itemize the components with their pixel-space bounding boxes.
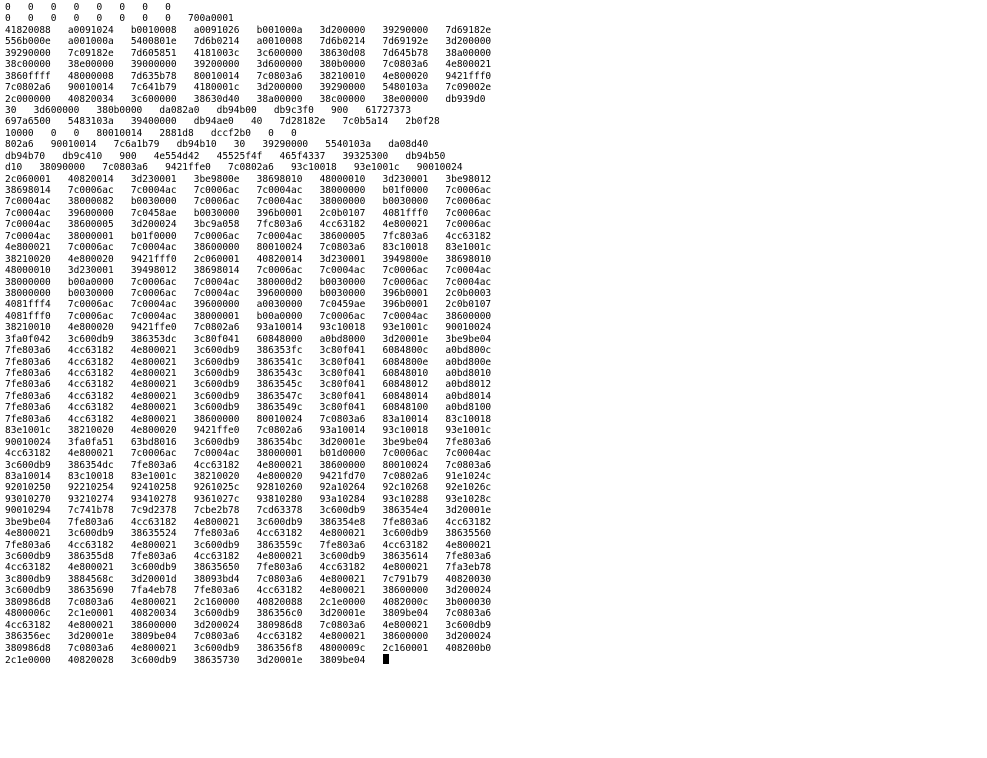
terminal-line — [5, 185, 987, 196]
terminal-line — [5, 517, 987, 528]
terminal-line — [5, 254, 987, 265]
terminal-line — [5, 391, 987, 402]
terminal-line-text: 3c600db9 38635690 7fa4eb78 7fe803a6 4cc63182 4e800021 38600000 3d200024 — [5, 585, 492, 597]
terminal-line — [5, 528, 987, 539]
terminal-line-text: 38210020 4e800020 9421fff0 2c060001 40820014 3d230001 3949800e 38698010 — [5, 253, 492, 265]
terminal-line-text: 3c600db9 386355d8 7fe803a6 4cc63182 4e800021 3c600db9 38635614 7fe803a6 — [5, 551, 492, 562]
terminal-line — [5, 322, 987, 333]
terminal-line-text: 0 0 0 0 0 0 0 0 — [5, 2, 171, 13]
terminal-line-text: 38000000 b00a0000 7c0006ac 7c0004ac 380000d2 b0030000 7c0006ac 7c0004ac — [5, 276, 492, 288]
terminal-line — [5, 357, 987, 368]
terminal-line — [5, 494, 987, 505]
terminal-line — [5, 265, 987, 276]
terminal-line — [5, 608, 987, 619]
terminal-line — [5, 242, 987, 253]
terminal-line — [5, 139, 987, 150]
terminal-line-text: 7c0004ac 38000082 b0030000 7c0006ac 7c0004ac 38000000 b0030000 7c0006ac — [5, 196, 492, 208]
terminal-line-text: 7fe803a6 4cc63182 4e800021 3c600db9 3863559c 7fe803a6 4cc63182 4e800021 — [5, 539, 492, 551]
terminal-line — [5, 71, 987, 82]
terminal-line — [5, 196, 987, 207]
terminal-line-text: 83a10014 83c10018 83e1001c 38210020 4e800020 9421fd70 7c0802a6 91e1024c — [5, 470, 492, 482]
terminal-line-text: 386356ec 3d20001e 3809be04 7c0803a6 4cc63182 4e800021 38600000 3d200024 — [5, 631, 492, 643]
terminal-line — [5, 460, 987, 471]
terminal-line — [5, 151, 987, 162]
terminal-line-text: db94b70 db9c410 900 4e554d42 45525f4f 465f4337 39325300 db94b50 — [5, 150, 446, 162]
terminal-line — [5, 597, 987, 608]
terminal-line — [5, 562, 987, 573]
terminal-line-text: 7c0802a6 90010014 7c641b79 4180001c 3d200000 39290000 5480103a 7c09002e — [5, 82, 492, 94]
terminal-line-text: 0 0 0 0 0 0 0 0 700a0001 — [5, 13, 234, 25]
terminal-line-text: 4081fff4 7c0006ac 7c0004ac 39600000 a0030000 7c0459ae 396b0001 2c0b0107 — [5, 299, 492, 311]
terminal-line-text: 39290000 7c09182e 7d605851 4181003c 3c600000 38630d08 7d645b78 38a00000 — [5, 47, 492, 59]
terminal-line — [5, 402, 987, 413]
terminal-line-text: 7c0004ac 38000001 b01f0000 7c0006ac 7c0004ac 38600005 7fc803a6 4cc63182 — [5, 230, 492, 242]
terminal-line-text: 802a6 90010014 7c6a1b79 db94b10 30 39290000 5540103a da08d40 — [5, 139, 429, 151]
terminal-line-text: 3fa0f042 3c600db9 386353dc 3c80f041 60848000 a0bd8000 3d20001e 3be9be04 — [5, 333, 492, 345]
terminal-line-text: 7fe803a6 4cc63182 4e800021 3c600db9 3863547c 3c80f041 60848014 a0bd8014 — [5, 390, 492, 402]
terminal-line-text: 3c600db9 386354dc 7fe803a6 4cc63182 4e800021 38600000 80010024 7c0803a6 — [5, 459, 492, 471]
terminal-line — [5, 174, 987, 185]
terminal-line-text: 38000000 b0030000 7c0006ac 7c0004ac 39600000 b0030000 396b0001 2c0b0003 — [5, 287, 492, 299]
terminal-line — [5, 94, 987, 105]
terminal-line-text: 92010250 92210254 92410258 9261025c 92810260 92a10264 92c10268 92e1026c — [5, 482, 492, 494]
terminal-line — [5, 36, 987, 47]
terminal-line — [5, 25, 987, 36]
terminal-line — [5, 128, 987, 139]
terminal-line-text: 4cc63182 4e800021 38600000 3d200024 380986d8 7c0803a6 4e800021 3c600db9 — [5, 619, 492, 631]
terminal-line-text: 38210010 4e800020 9421ffe0 7c0802a6 93a10014 93c10018 93e1001c 90010024 — [5, 322, 492, 334]
terminal-line-text: 38698014 7c0006ac 7c0004ac 7c0006ac 7c0004ac 38000000 b01f0000 7c0006ac — [5, 185, 492, 196]
terminal-line-text: 3be9be04 7fe803a6 4cc63182 4e800021 3c600db9 386354e8 7fe803a6 4cc63182 — [5, 516, 492, 528]
terminal-line — [5, 345, 987, 356]
terminal-line — [5, 105, 987, 116]
terminal-line — [5, 219, 987, 230]
terminal-line-text: 3860ffff 48000008 7d635b78 80010014 7c0803a6 38210010 4e800020 9421fff0 — [5, 70, 492, 82]
terminal-line — [5, 437, 987, 448]
terminal-line-text: 7c0004ac 38600005 3d200024 3bc9a058 7fc803a6 4cc63182 4e800021 7c0006ac — [5, 219, 492, 231]
terminal-line-text: 2c060001 40820014 3d230001 3be9800e 38698010 48000010 3d230001 3be98012 — [5, 173, 492, 185]
terminal-line — [5, 311, 987, 322]
terminal-line-text: 4e800021 7c0006ac 7c0004ac 38600000 80010024 7c0803a6 83c10018 83e1001c — [5, 242, 492, 254]
terminal-line-text: 4cc63182 4e800021 7c0006ac 7c0004ac 38000001 b01d0000 7c0006ac 7c0004ac — [5, 448, 492, 460]
terminal-line — [5, 654, 987, 665]
terminal-line-text: 380986d8 7c0803a6 4e800021 3c600db9 386356f8 4800009c 2c160001 408200b0 — [5, 642, 492, 654]
terminal-line — [5, 631, 987, 642]
terminal-line — [5, 2, 987, 13]
terminal-line-text: 7fe803a6 4cc63182 4e800021 38600000 80010024 7c0803a6 83a10014 83c10018 — [5, 413, 492, 425]
terminal-line — [5, 231, 987, 242]
terminal-line — [5, 59, 987, 70]
text-cursor — [383, 654, 389, 664]
terminal-line — [5, 299, 987, 310]
terminal-line-text: 4800006c 2c1e0001 40820034 3c600db9 386356c0 3d20001e 3809be04 7c0803a6 — [5, 608, 492, 620]
terminal-line-text: 7fe803a6 4cc63182 4e800021 3c600db9 386353fc 3c80f041 6084800c a0bd800c — [5, 345, 492, 357]
terminal-line-text: 556b000e a001000a 5400801e 7d6b0214 a0010008 7d6b0214 7d69192e 3d200000 — [5, 36, 492, 48]
terminal-line-text: 2c000000 40820034 3c600000 38630d40 38a00000 38c00000 38e00000 db939d0 — [5, 93, 486, 105]
terminal-line — [5, 277, 987, 288]
terminal-line-text: 90010294 7c741b78 7c9d2378 7cbe2b78 7cd63378 3c600db9 386354e4 3d20001e — [5, 505, 492, 517]
terminal-line — [5, 574, 987, 585]
terminal-line — [5, 116, 987, 127]
terminal-line-text: 7c0004ac 39600000 7c0458ae b0030000 396b0001 2c0b0107 4081fff0 7c0006ac — [5, 207, 492, 219]
terminal-line-text: 7fe803a6 4cc63182 4e800021 3c600db9 3863543c 3c80f041 60848010 a0bd8010 — [5, 368, 492, 379]
terminal-line-text: 38c00000 38e00000 39000000 39200000 3d600000 380b0000 7c0803a6 4e800021 — [5, 59, 492, 71]
terminal-line-text: 41820088 a0091024 b0010008 a0091026 b001000a 3d200000 39290000 7d69182e — [5, 24, 492, 36]
terminal-line-text: d10 38090000 7c0803a6 9421ffe0 7c0802a6 93c10018 93e1001c 90010024 — [5, 162, 463, 174]
terminal-line-text: 3c800db9 3884568c 3d20001d 38093bd4 7c0803a6 4e800021 7c791b79 40820030 — [5, 573, 492, 585]
terminal-line-text: 7fe803a6 4cc63182 4e800021 3c600db9 3863545c 3c80f041 60848012 a0bd8012 — [5, 379, 492, 391]
terminal-line-text: 2c1e0000 40820028 3c600db9 38635730 3d20001e 3809be04 — [5, 654, 366, 666]
terminal-line — [5, 448, 987, 459]
terminal-line-text: 4e800021 3c600db9 38635524 7fe803a6 4cc63182 4e800021 3c600db9 38635560 — [5, 528, 492, 540]
terminal-line-text: 697a6500 5483103a 39400000 db94ae0 40 7d28182e 7c0b5a14 2b0f28 — [5, 116, 440, 128]
terminal-line-text: 4cc63182 4e800021 3c600db9 38635650 7fe803a6 4cc63182 4e800021 7fa3eb78 — [5, 562, 492, 574]
terminal-line-text: 90010024 3fa0fa51 63bd8016 3c600db9 386354bc 3d20001e 3be9be04 7fe803a6 — [5, 436, 492, 448]
terminal-output — [5, 2, 987, 665]
terminal-line-text: 10000 0 0 80010014 2881d8 dccf2b0 0 0 — [5, 127, 297, 139]
terminal-line — [5, 162, 987, 173]
terminal-line — [5, 482, 987, 493]
terminal-line-text: 48000010 3d230001 39498012 38698014 7c0006ac 7c0004ac 7c0006ac 7c0004ac — [5, 265, 492, 277]
terminal-line — [5, 620, 987, 631]
terminal-line-text: 380986d8 7c0803a6 4e800021 2c160000 40820088 2c1e0000 4082000c 3b000030 — [5, 596, 492, 608]
terminal-line — [5, 425, 987, 436]
terminal-line — [5, 48, 987, 59]
terminal-line — [5, 585, 987, 596]
terminal-line — [5, 551, 987, 562]
terminal-line-text: 4081fff0 7c0006ac 7c0004ac 38000001 b00a0000 7c0006ac 7c0004ac 38600000 — [5, 310, 492, 322]
terminal-line — [5, 505, 987, 516]
terminal-line — [5, 288, 987, 299]
terminal-line — [5, 379, 987, 390]
terminal-line — [5, 540, 987, 551]
terminal-line-text: 93010270 93210274 93410278 9361027c 93810280 93a10284 93c10288 93e1028c — [5, 493, 492, 505]
terminal-line — [5, 414, 987, 425]
terminal-line-text: 7fe803a6 4cc63182 4e800021 3c600db9 3863549c 3c80f041 60848100 a0bd8100 — [5, 402, 492, 414]
terminal-line-text: 83e1001c 38210020 4e800020 9421ffe0 7c0802a6 93a10014 93c10018 93e1001c — [5, 425, 492, 437]
terminal-line-text: 30 3d600000 380b0000 da082a0 db94b00 db9c3f0 900 61727373 — [5, 104, 412, 116]
terminal-line — [5, 471, 987, 482]
terminal-line — [5, 368, 987, 379]
terminal-line — [5, 334, 987, 345]
terminal-line-text: 7fe803a6 4cc63182 4e800021 3c600db9 3863541c 3c80f041 6084800e a0bd800e — [5, 356, 492, 368]
terminal-line — [5, 13, 987, 24]
terminal-line — [5, 82, 987, 93]
terminal-line — [5, 208, 987, 219]
terminal-line — [5, 643, 987, 654]
